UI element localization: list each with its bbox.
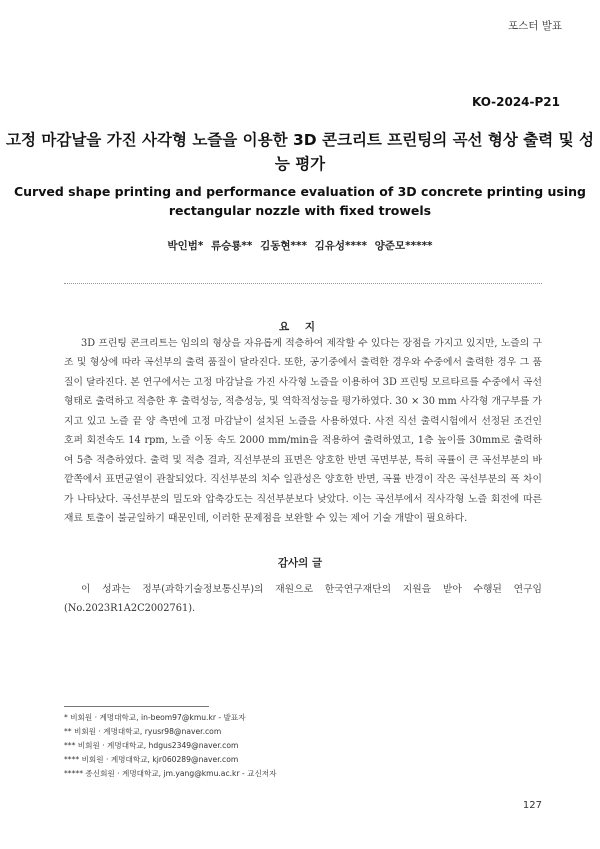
section-label: 포스터 발표 — [507, 20, 562, 32]
footnote-author-2: ** 비회원 · 계명대학교, ryusr98@naver.com — [64, 727, 222, 736]
footnote-author-4: **** 비회원 · 계명대학교, kjr060289@naver.com — [64, 755, 239, 764]
title-english: Curved shape printing and performance evaluation of 3D concrete printing using rectangular nozzle with fixed trowels — [13, 184, 587, 218]
footnote-author-5: ***** 종신회원 · 계명대학교, jm.yang@kmu.ac.kr - 교신저자 — [64, 769, 277, 778]
footnote-author-1: * 비회원 · 계명대학교, in-beom97@kmu.kr - 발표자 — [64, 713, 246, 722]
section-divider — [64, 283, 542, 284]
abstract-body: 3D 프린팅 콘크리트는 임의의 형상을 자유롭게 적층하여 제작할 수 있다는 장점을 가지고 있지만, 노즐의 구조 및 형상에 따라 곡선부의 출력 품질이 달라진다. 또한, 공기중에서 출력한 경우와 수중에서 출력한 경우 그 품질이 달라진다. 본 연구에서는 고정 마감날을 가진 사각형 노즐을 이용하여 3D 프린팅 모르타르를 수중에서 곡선 형태로 출력하고 적층한 후 출력성능, 적층성능, 및 역학적성능을 평가하였다. 30 × 30 mm 사각형 개구부를 가지고 있고 노즐 끝 양 측면에 고정 마감날이 설치된 노즐을 사용하였다. 사전 직선 출력시험에서 선정된 조건인 호퍼 회전속도 14 rpm, 노즐 이동 속도 2000 mm/min을 적용하여 출력하였고, 1층 높이를 30mm로 출력하여 5층 적층하였다. 출력 및 적층 결과, 직선부분의 표면은 양호한 반면 곡면부분, 특히 곡률이 큰 곡선부분의 바깥쪽에서 표면균열이 관찰되었다. 직선부분의 치수 일관성은 양호한 반면, 곡률 반경이 작은 곡선부분의 폭 차이가 나타났다. 곡선부분의 밀도와 압축강도는 직선부분보다 낮았다. 이는 곡선부에서 직사각형 노즐 회전에 따른 재료 토출이 불균일하기 때문인데, 이러한 문제점을 보완할 수 있는 제어 기술 개발이 필요하다. — [64, 338, 542, 525]
abstract-heading: 요 지 — [279, 321, 321, 333]
paper-id: KO-2024-P21 — [471, 95, 560, 109]
acknowledgement-body: 이 성과는 정부(과학기술정보통신부)의 재원으로 한국연구재단의 지원을 받아 수행된 연구임 (No.2023R1A2C2002761). — [64, 584, 542, 615]
title-korean: 고정 마감날을 가진 사각형 노즐을 이용한 3D 콘크리트 프린팅의 곡선 형상 출력 및 성능 평가 — [6, 131, 594, 173]
footnote-rule — [64, 706, 209, 707]
acknowledgement-heading: 감사의 글 — [277, 557, 323, 569]
author-list: 박인범* 류승룡** 김동현*** 김유성**** 양준모***** — [167, 240, 433, 252]
footnotes — [64, 711, 544, 781]
footnote-author-3: *** 비회원 · 계명대학교, hdgus2349@naver.com — [64, 741, 239, 750]
page-number: 127 — [522, 800, 542, 811]
